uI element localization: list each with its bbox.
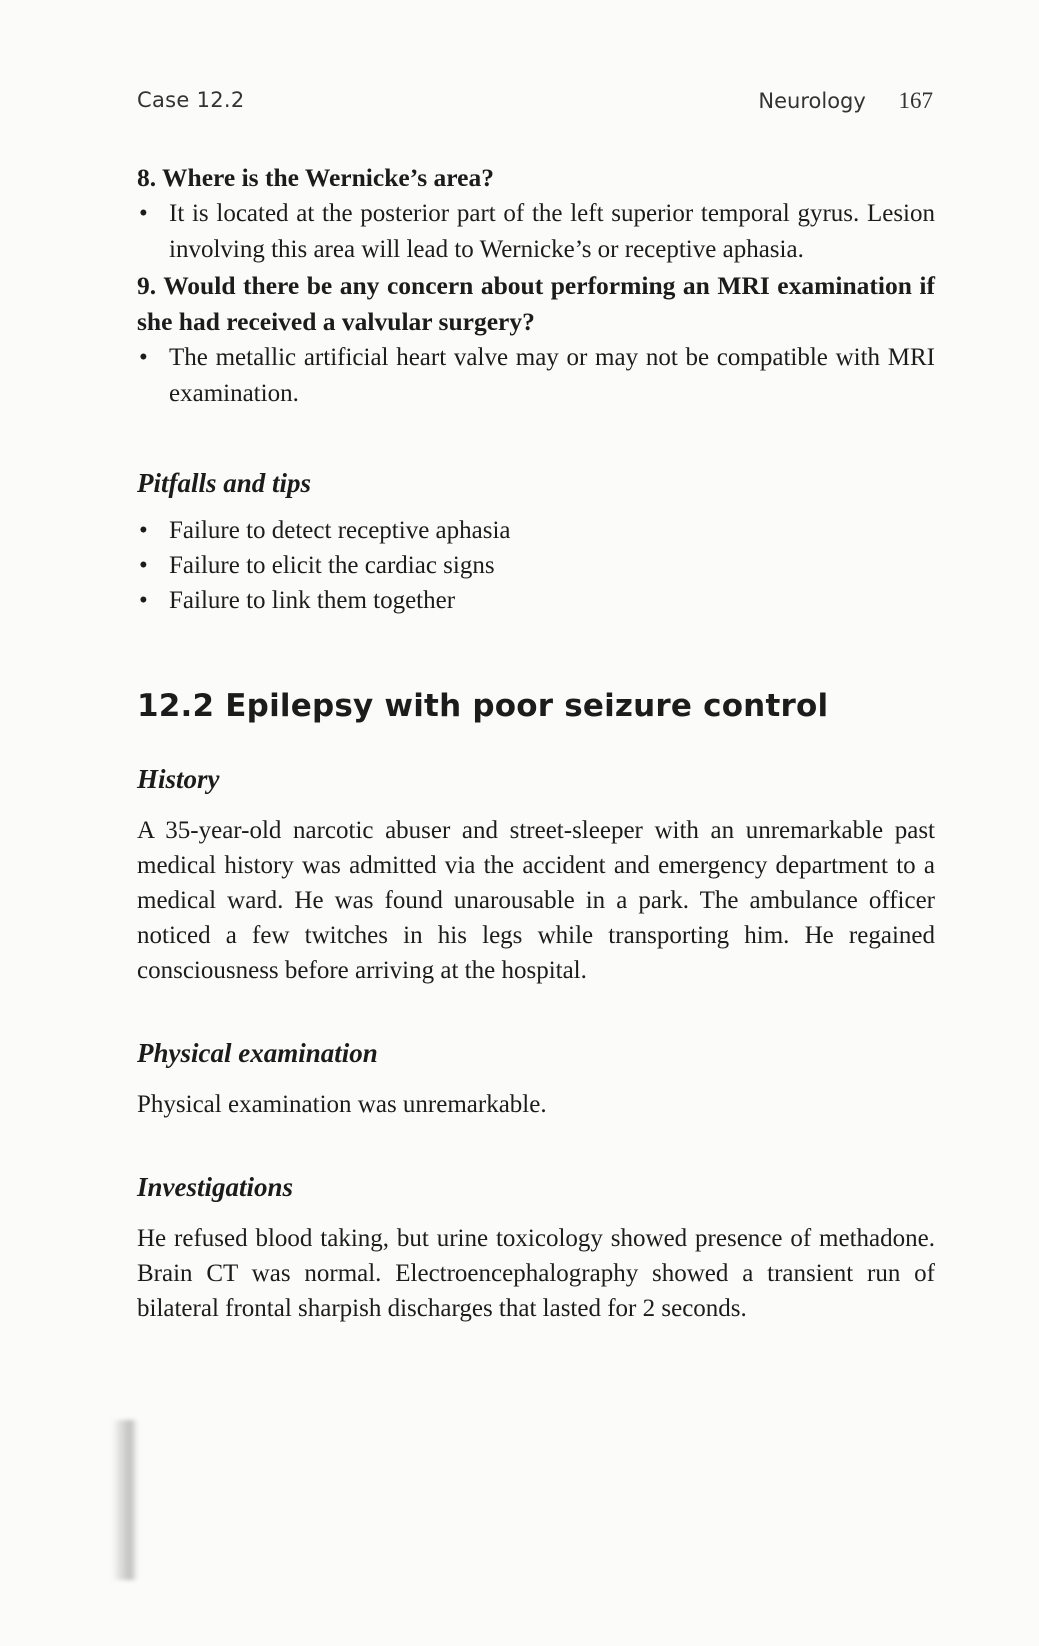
pitfall-item <box>137 548 935 583</box>
physical-examination-heading: Physical examination <box>137 1038 378 1068</box>
scan-edge-shadow <box>112 1420 138 1580</box>
section-heading <box>137 688 935 724</box>
pitfall-text: Failure to detect receptive aphasia <box>169 517 511 544</box>
question-number: 9. <box>137 271 157 300</box>
bullet-icon: • <box>139 587 148 614</box>
case-label: Case 12.2 <box>137 88 245 112</box>
answer-8 <box>137 196 935 268</box>
page-number: 167 <box>898 88 933 113</box>
answer-text: It is located at the posterior part of the left superior temporal gyrus. Lesion involving this area will lead to Wernicke’s or receptive aphasia. <box>169 200 935 263</box>
page-content <box>137 160 935 1326</box>
bullet-icon: • <box>139 517 148 544</box>
investigations-heading: Investigations <box>137 1172 294 1202</box>
answer-text: The metallic artificial heart valve may or may not be compatible with MRI examination. <box>169 344 935 407</box>
section-title: Epilepsy with poor seizure control <box>225 688 829 724</box>
investigations-text: He refused blood taking, but urine toxicology showed presence of methadone. Brain CT was normal. Electroencephalography showed a transient run of bilateral frontal sharpish discharges that lasted for 2 seconds. <box>137 1225 935 1322</box>
physical-examination-text: Physical examination was unremarkable. <box>137 1091 547 1118</box>
answer-9 <box>137 340 935 412</box>
bullet-icon: • <box>139 200 148 227</box>
chapter-title: Neurology <box>758 89 866 113</box>
history-text: A 35-year-old narcotic abuser and street-sleeper with an unremarkable past medical history was admitted via the accident and emergency department to a medical ward. He was found unarousable in a park. The ambulance officer noticed a few twitches in his legs while transporting him. He regained consciousness before arriving at the hospital. <box>137 817 935 984</box>
history-heading: History <box>137 764 220 794</box>
section-number: 12.2 <box>137 688 215 724</box>
header-right <box>758 88 933 114</box>
bullet-icon: • <box>139 552 148 579</box>
pitfalls-heading: Pitfalls and tips <box>137 468 312 498</box>
pitfall-text: Failure to elicit the cardiac signs <box>169 552 495 579</box>
question-text: Where is the Wernicke’s area? <box>162 163 494 192</box>
question-number: 8. <box>137 163 157 192</box>
question-8 <box>137 160 935 196</box>
bullet-icon: • <box>139 344 148 371</box>
question-text: Would there be any concern about performing an MRI examination if she had received a valvular surgery? <box>137 271 935 336</box>
pitfall-item <box>137 583 935 618</box>
pitfall-text: Failure to link them together <box>169 587 456 614</box>
running-header <box>137 88 933 118</box>
pitfall-item <box>137 513 935 548</box>
question-9 <box>137 268 935 340</box>
